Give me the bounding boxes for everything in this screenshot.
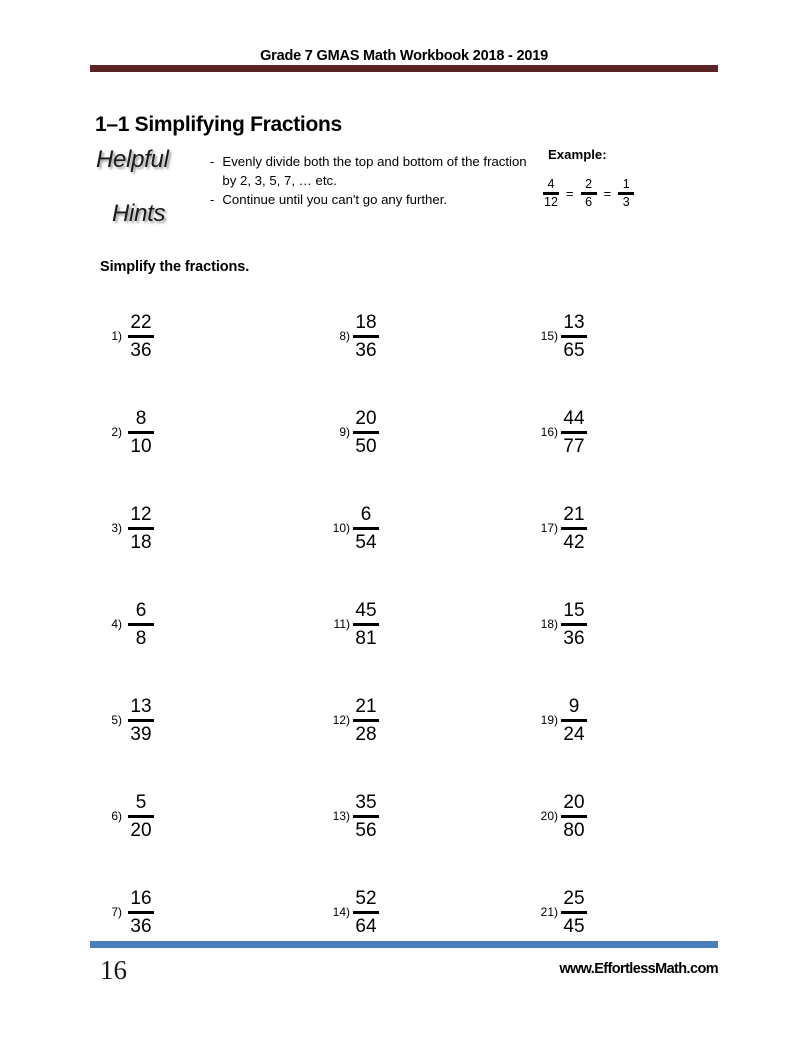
example-fraction	[543, 178, 559, 209]
problem-fraction	[561, 889, 587, 936]
fraction-denominator: 36	[355, 339, 377, 361]
fraction-denominator: 24	[563, 723, 585, 745]
problem-number: 8)	[339, 329, 350, 343]
fraction-numerator: 35	[355, 791, 377, 813]
fraction-bar	[353, 911, 379, 914]
fraction-bar	[128, 431, 154, 434]
hint-item	[210, 190, 530, 209]
problem-fraction	[128, 601, 154, 648]
problem-item	[96, 480, 296, 576]
fraction-numerator: 12	[130, 503, 152, 525]
problem-number: 15)	[540, 329, 558, 343]
fraction-denominator: 54	[355, 531, 377, 553]
fraction-bar	[561, 623, 587, 626]
fraction-denominator: 18	[130, 531, 152, 553]
fraction-numerator: 20	[355, 407, 377, 429]
problem-item	[96, 384, 296, 480]
fraction-denominator: 65	[563, 339, 585, 361]
hint-item-text: Evenly divide both the top and bottom of the fraction by 2, 3, 5, 7, … etc.	[222, 154, 527, 189]
equals-sign: =	[603, 186, 612, 202]
problems-column-1	[96, 288, 296, 960]
fraction-denominator: 8	[135, 627, 147, 649]
example-fraction	[618, 178, 634, 209]
running-header-title: Grade 7 GMAS Math Workbook 2018 - 2019	[260, 48, 548, 64]
example-expression	[543, 178, 634, 209]
fraction-denominator: 10	[130, 435, 152, 457]
problem-fraction	[353, 793, 379, 840]
problem-number: 19)	[540, 713, 558, 727]
problem-fraction	[353, 409, 379, 456]
hint-item-text: Continue until you can't go any further.	[222, 192, 448, 208]
fraction-numerator: 6	[135, 599, 147, 621]
fraction-denominator: 6	[585, 195, 593, 210]
page-number: 16	[100, 955, 127, 985]
fraction-bar	[128, 719, 154, 722]
header-rule	[90, 65, 718, 72]
fraction-bar	[128, 527, 154, 530]
problem-number: 7)	[111, 905, 122, 919]
problem-number: 10)	[332, 521, 350, 535]
problem-fraction	[561, 793, 587, 840]
helpful-label: Helpful	[96, 146, 169, 173]
hint-item	[210, 152, 530, 190]
problems-column-3	[530, 288, 730, 960]
hint-dash-icon: -	[210, 154, 215, 169]
fraction-denominator: 39	[130, 723, 152, 745]
fraction-numerator: 21	[563, 503, 585, 525]
problem-number: 9)	[339, 425, 350, 439]
fraction-denominator: 12	[544, 195, 558, 210]
problem-fraction	[128, 697, 154, 744]
fraction-denominator: 45	[563, 915, 585, 937]
fraction-numerator: 45	[355, 599, 377, 621]
problem-item	[322, 480, 522, 576]
problem-fraction	[128, 313, 154, 360]
problem-number: 3)	[111, 521, 122, 535]
problem-fraction	[128, 409, 154, 456]
problem-number: 4)	[111, 617, 122, 631]
problem-number: 18)	[540, 617, 558, 631]
problem-number: 14)	[332, 905, 350, 919]
example-label: Example:	[548, 147, 607, 162]
site-url: www.EffortlessMath.com	[559, 961, 718, 977]
problem-number: 12)	[332, 713, 350, 727]
problem-item	[322, 288, 522, 384]
fraction-numerator: 52	[355, 887, 377, 909]
problem-number: 2)	[111, 425, 122, 439]
fraction-denominator: 36	[130, 339, 152, 361]
problem-number: 5)	[111, 713, 122, 727]
problem-fraction	[353, 697, 379, 744]
fraction-numerator: 5	[135, 791, 147, 813]
problem-item	[530, 480, 730, 576]
fraction-bar	[353, 623, 379, 626]
page-title: 1–1 Simplifying Fractions	[95, 113, 342, 136]
problem-item	[530, 768, 730, 864]
fraction-numerator: 44	[563, 407, 585, 429]
problem-fraction	[128, 793, 154, 840]
fraction-numerator: 25	[563, 887, 585, 909]
problem-fraction	[561, 601, 587, 648]
instruction-text: Simplify the fractions.	[100, 259, 250, 275]
hints-label: Hints	[112, 200, 166, 227]
fraction-denominator: 36	[130, 915, 152, 937]
fraction-numerator: 15	[563, 599, 585, 621]
problem-item	[530, 288, 730, 384]
fraction-numerator: 6	[360, 503, 372, 525]
problem-fraction	[128, 889, 154, 936]
fraction-numerator: 13	[130, 695, 152, 717]
problem-item	[96, 576, 296, 672]
problem-item	[96, 672, 296, 768]
problems-column-2	[322, 288, 522, 960]
problem-number: 21)	[540, 905, 558, 919]
fraction-bar	[128, 623, 154, 626]
problem-item	[322, 576, 522, 672]
fraction-bar	[353, 335, 379, 338]
fraction-denominator: 56	[355, 819, 377, 841]
fraction-denominator: 50	[355, 435, 377, 457]
problem-item	[96, 288, 296, 384]
fraction-bar	[128, 815, 154, 818]
fraction-bar	[128, 911, 154, 914]
problem-item	[530, 576, 730, 672]
problem-item	[530, 384, 730, 480]
fraction-numerator: 21	[355, 695, 377, 717]
problem-number: 6)	[111, 809, 122, 823]
fraction-bar	[561, 431, 587, 434]
problem-number: 13)	[332, 809, 350, 823]
problem-fraction	[561, 313, 587, 360]
problem-item	[530, 672, 730, 768]
fraction-numerator: 20	[563, 791, 585, 813]
fraction-bar	[561, 911, 587, 914]
example-fraction	[581, 178, 597, 209]
fraction-numerator: 18	[355, 311, 377, 333]
fraction-bar	[561, 815, 587, 818]
equals-sign: =	[566, 186, 574, 202]
fraction-numerator: 16	[130, 887, 152, 909]
problem-fraction	[353, 601, 379, 648]
fraction-denominator: 80	[563, 819, 585, 841]
problem-number: 1)	[111, 329, 122, 343]
fraction-denominator: 77	[563, 435, 585, 457]
fraction-numerator: 2	[585, 177, 593, 191]
footer-rule	[90, 941, 718, 948]
problem-item	[322, 384, 522, 480]
fraction-denominator: 81	[355, 627, 377, 649]
hints-list	[210, 152, 530, 209]
hint-dash-icon: -	[210, 192, 215, 208]
fraction-bar	[353, 719, 379, 722]
problem-fraction	[561, 409, 587, 456]
fraction-denominator: 64	[355, 915, 377, 937]
fraction-numerator: 8	[135, 407, 147, 429]
fraction-bar	[128, 335, 154, 338]
problem-number: 17)	[540, 521, 558, 535]
fraction-numerator: 9	[568, 695, 580, 717]
problem-number: 16)	[540, 425, 558, 439]
fraction-bar	[353, 815, 379, 818]
problem-item	[322, 672, 522, 768]
fraction-bar	[353, 527, 379, 530]
fraction-bar	[561, 335, 587, 338]
fraction-numerator: 13	[563, 311, 585, 333]
fraction-numerator: 22	[130, 311, 152, 333]
problem-fraction	[353, 313, 379, 360]
problem-number: 11)	[333, 617, 350, 631]
fraction-numerator: 1	[622, 177, 630, 191]
fraction-denominator: 42	[563, 531, 585, 553]
problem-fraction	[561, 697, 587, 744]
problem-fraction	[353, 505, 379, 552]
problem-item	[96, 768, 296, 864]
fraction-bar	[561, 719, 587, 722]
problem-item	[322, 768, 522, 864]
fraction-denominator: 36	[563, 627, 585, 649]
problem-fraction	[128, 505, 154, 552]
problem-fraction	[353, 889, 379, 936]
fraction-numerator: 4	[547, 177, 555, 191]
fraction-denominator: 20	[130, 819, 152, 841]
fraction-bar	[353, 431, 379, 434]
fraction-denominator: 28	[355, 723, 377, 745]
problem-number: 20)	[540, 809, 558, 823]
fraction-denominator: 3	[622, 195, 630, 210]
fraction-bar	[561, 527, 587, 530]
problem-fraction	[561, 505, 587, 552]
